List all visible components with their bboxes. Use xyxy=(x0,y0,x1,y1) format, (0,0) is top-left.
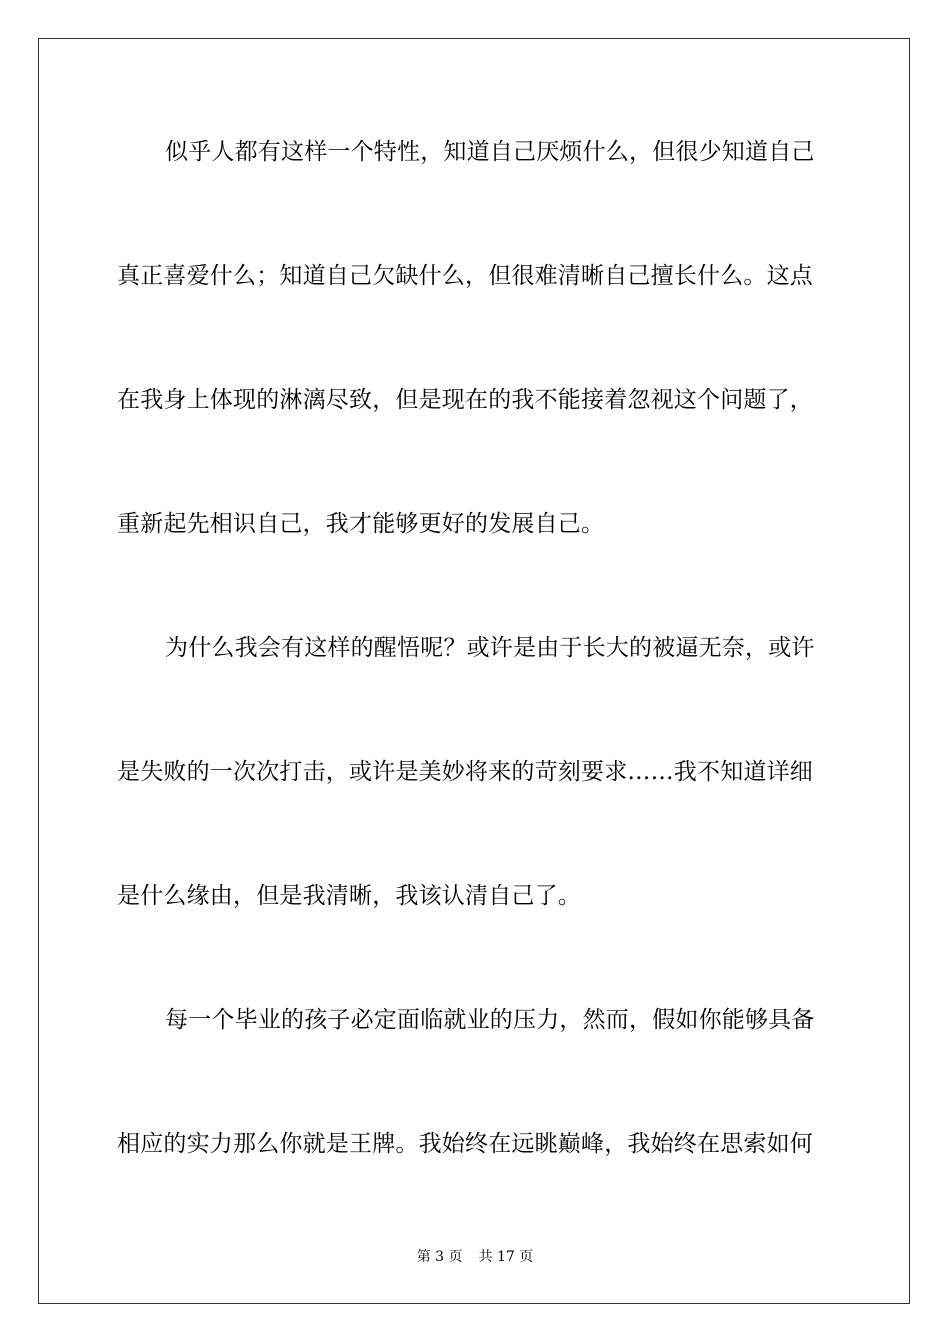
page-number: 第 3 页 xyxy=(416,1249,463,1265)
paragraph-2-line-2: 是失败的一次次打击，或许是美妙将来的苛刻要求……我不知道详细 xyxy=(117,759,813,785)
paragraph-1-line-1: 似乎人都有这样一个特性，知道自己厌烦什么，但很少知道自己 xyxy=(165,139,815,165)
paragraph-1-line-3: 在我身上体现的淋漓尽致，但是现在的我不能接着忽视这个问题了， xyxy=(117,387,813,413)
paragraph-3-line-2: 相应的实力那么你就是王牌。我始终在远眺巅峰，我始终在思索如何 xyxy=(117,1131,813,1157)
paragraph-1-line-2: 真正喜爱什么；知道自己欠缺什么，但很难清晰自己擅长什么。这点 xyxy=(117,263,813,289)
paragraph-2-line-3: 是什么缘由，但是我清晰，我该认清自己了。 xyxy=(117,883,581,909)
paragraph-2-line-1: 为什么我会有这样的醒悟呢？或许是由于长大的被逼无奈，或许 xyxy=(165,635,815,661)
page-border xyxy=(38,38,910,1304)
page-footer xyxy=(0,1247,950,1267)
total-pages: 共 17 页 xyxy=(478,1249,534,1265)
paragraph-3-line-1: 每一个毕业的孩子必定面临就业的压力，然而，假如你能够具备 xyxy=(165,1007,815,1033)
paragraph-1-line-4: 重新起先相识自己，我才能够更好的发展自己。 xyxy=(117,511,605,537)
